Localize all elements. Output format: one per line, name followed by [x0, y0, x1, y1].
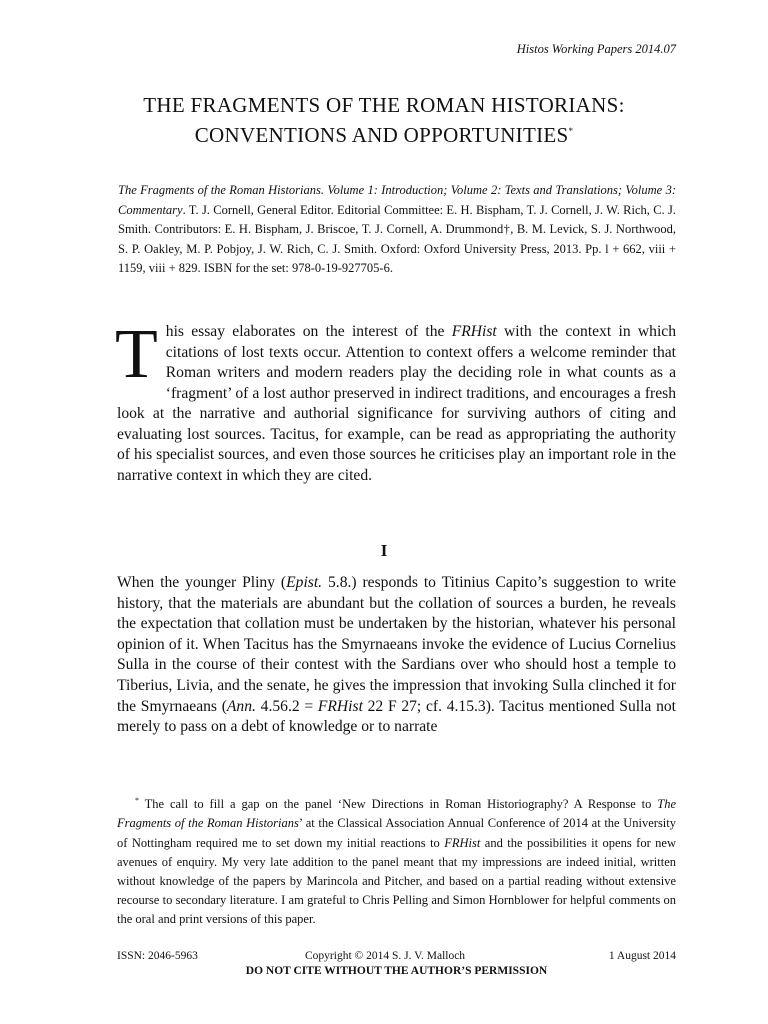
footnote-text-c: and the possibilities it opens for new avenues of enquiry. My very late addition to the panel meant that my impressions are indeed initial, written without knowledge of the papers by Marincola and Pitcher, and based on a partial reading without extensive recourse to secondary literature. I am grateful to Chris Pelling and Simon Hornblower for helpful comments on the oral and print versions of this paper. [117, 835, 676, 927]
footnote-text-b: ’ at the Classical Association Annual Conference of 2014 at the University of Nottingham required me to set down my initial reactions to [117, 816, 676, 850]
intro-text-2: with the context in which citations of lost texts occur. Attention to context offers a welcome reminder that Roman writers and modern readers play the deciding role in what counts as a ‘fragment’ of a lost author preserved in indirect traditions, and encourages a fresh look at the narrative and authorial significance for surviving authors of citing and evaluating lost sources. Tacitus, for example, can be read as appropriating the authority of his specialist sources, and even those sources he criticises play an important role in the narrative context in which they are cited. [117, 323, 676, 484]
intro-paragraph [115, 316, 676, 486]
footnote [117, 791, 676, 930]
footer-date: 1 August 2014 [608, 950, 676, 962]
intro-text-1: his essay elaborates on the interest of the [165, 323, 452, 340]
title-footnote-marker[interactable]: * [568, 126, 574, 136]
footer-issn: ISSN: 2046-5963 [117, 950, 198, 962]
title-line-2 [100, 118, 668, 148]
bib-work-title: The Fragments of the Roman Historians. Volume 1: Introduction; Volume 2: Texts and Translations; Volume 3: Commentary [118, 183, 676, 217]
body-text-a: When the younger Pliny ( [117, 574, 287, 591]
title-line-1: THE FRAGMENTS OF THE ROMAN HISTORIANS: [143, 93, 625, 117]
body-text-d: 22 F 27; cf. 4.15.3). Tacitus mentioned Sulla not merely to pass on a debt of knowledge or to narrate [117, 697, 676, 736]
footnote-text-a: The call to fill a gap on the panel ‘New Directions in Roman Historiography? A Response to [139, 797, 658, 812]
body-em-epist: Epist. [286, 574, 323, 591]
intro-em-frhist: FRHist [451, 323, 497, 340]
body-text-b: 5.8.) responds to Titinius Capito’s suggestion to write history, that the materials are abundant but the collation of sources a burden, he reveals the expectation that collation must be undertaken by the historian, whatever his personal opinion of it. When Tacitus has the Smyrnaeans invoke the evidence of Lucius Cornelius Sulla in the course of their contest with the Sardians over who should host a temple to Tiberius, Livia, and the senate, he gives the impression that invoking Sulla clinched it for the Smyrnaeans ( [117, 574, 676, 715]
running-head: Histos Working Papers 2014.07 [516, 42, 676, 56]
footnote-em-title: The Fragments of the Roman Historians [117, 797, 676, 831]
title-line-2-text: CONVENTIONS AND OPPORTUNITIES [194, 123, 569, 147]
footnote-marker: * [135, 796, 139, 805]
bib-details: . T. J. Cornell, General Editor. Editorial Committee: E. H. Bispham, T. J. Cornell, J. W. Rich, C. J. Smith. Contributors: E. H. Bispham, J. Briscoe, T. J. Cornell, A. Drummond†, B. M. Levick, S. J. Northwood, S. P. Oakley, M. P. Pobjoy, J. W. Rich, C. J. Smith. Oxford: Oxford University Press, 2013. Pp. l + 662, viii + 1159, viii + 829. ISBN for the set: 978-0-19-927705-6. [118, 202, 676, 275]
bibliographic-entry [118, 181, 676, 279]
footer-copyright: Copyright © 2014 S. J. V. Malloch [305, 950, 466, 962]
body-text-c: 4.56.2 = [255, 697, 318, 715]
body-paragraph [117, 573, 676, 738]
paper-title [100, 92, 668, 148]
body-em-frhist: FRHist [317, 697, 363, 715]
footnote-em-frhist: FRHist [444, 835, 481, 850]
section-heading: I [380, 541, 388, 560]
footer-citation-notice: DO NOT CITE WITHOUT THE AUTHOR’S PERMISSION [245, 965, 548, 977]
drop-cap: T [115, 316, 158, 393]
body-em-ann: Ann. [226, 697, 256, 715]
